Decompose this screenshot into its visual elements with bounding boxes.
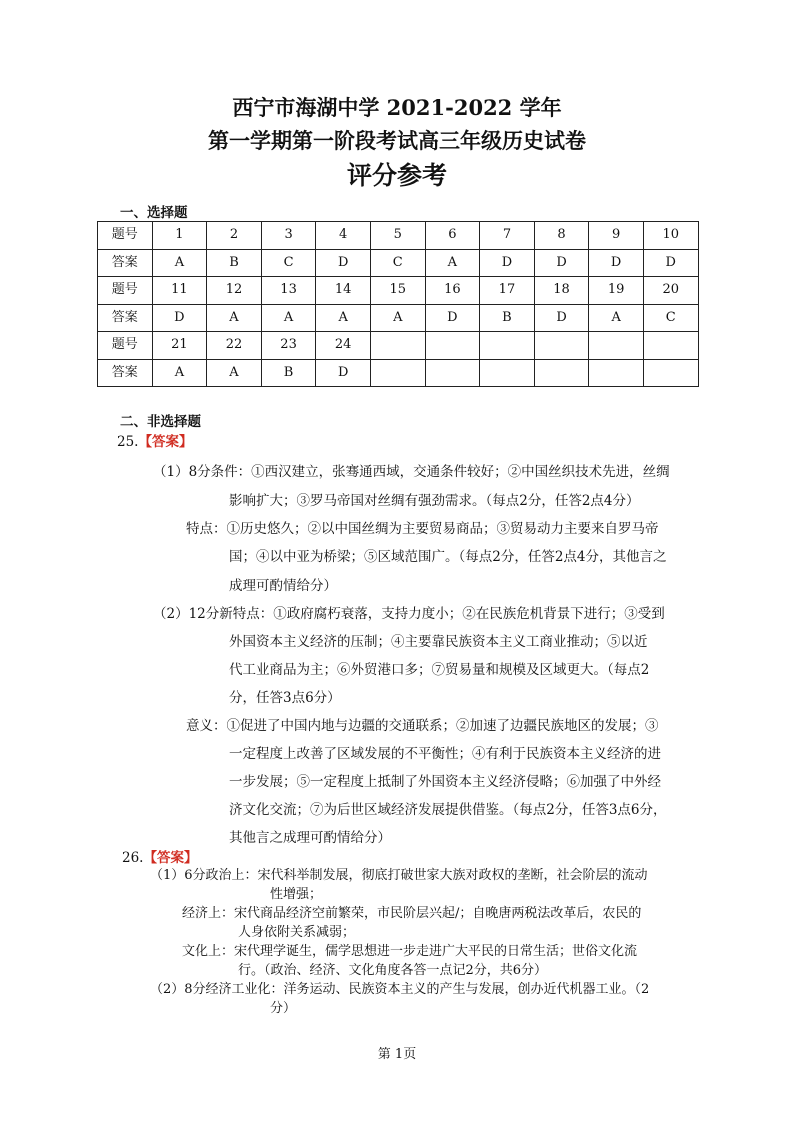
q25-line: 济文化交流；⑦为后世区域经济发展提供借鉴。（每点2分，任答3点6分， — [229, 802, 667, 818]
q25-line: 特点：①历史悠久；②以中国丝绸为主要贸易商品；③贸易动力主要来自罗马帝 — [186, 521, 659, 537]
q25-answer-tag: 【答案】 — [138, 434, 193, 450]
table-row — [98, 332, 699, 360]
table-cell: D — [643, 249, 698, 277]
table-cell: 2 — [207, 222, 262, 250]
table-cell: 5 — [370, 222, 425, 250]
table-row — [98, 304, 699, 332]
table-row — [98, 277, 699, 305]
table-row — [98, 249, 699, 277]
table-cell: B — [480, 304, 535, 332]
table-cell: D — [316, 249, 371, 277]
table-cell — [534, 359, 589, 387]
table-cell: 10 — [643, 222, 698, 250]
table-cell: B — [261, 359, 316, 387]
table-cell: 15 — [370, 277, 425, 305]
table-cell: D — [589, 249, 644, 277]
table-cell: 4 — [316, 222, 371, 250]
q25-line: 外国资本主义经济的压制；④主要靠民族资本主义工商业推动；⑤以近 — [229, 634, 648, 650]
q25-line: 意义：①促进了中国内地与边疆的交通联系；②加速了边疆民族地区的发展；③ — [186, 718, 659, 734]
table-cell: 11 — [152, 277, 207, 305]
table-cell — [589, 359, 644, 387]
q25-line: 其他言之成理可酌情给分） — [229, 830, 391, 846]
table-cell: A — [316, 304, 371, 332]
table-cell: D — [152, 304, 207, 332]
table-cell — [480, 332, 535, 360]
table-cell: B — [207, 249, 262, 277]
table-cell: 18 — [534, 277, 589, 305]
answer-table — [97, 221, 699, 387]
table-cell: D — [534, 304, 589, 332]
table-cell: 21 — [152, 332, 207, 360]
table-row-label: 题号 — [98, 222, 153, 250]
exam-title-line3: 评分参考 — [346, 161, 447, 190]
table-cell: A — [425, 249, 480, 277]
table-cell: 13 — [261, 277, 316, 305]
q25-line: 分，任答3点6分） — [229, 690, 341, 706]
table-cell — [370, 359, 425, 387]
table-cell — [534, 332, 589, 360]
table-cell: 14 — [316, 277, 371, 305]
q26-line: 性增强； — [270, 887, 323, 902]
q26-line: 分） — [270, 1001, 297, 1016]
table-cell: 23 — [261, 332, 316, 360]
table-cell: 9 — [589, 222, 644, 250]
table-row-label: 题号 — [98, 332, 153, 360]
q25-line: （2）12分新特点：①政府腐朽衰落，支持力度小；②在民族危机背景下进行；③受到 — [153, 606, 665, 622]
table-cell — [589, 332, 644, 360]
table-cell: 20 — [643, 277, 698, 305]
table-cell: D — [316, 359, 371, 387]
q25-heading — [117, 430, 192, 450]
table-cell: D — [425, 304, 480, 332]
table-row-label: 答案 — [98, 249, 153, 277]
table-row-label: 答案 — [98, 304, 153, 332]
table-cell — [643, 359, 698, 387]
q25-line: 代工业商品为主；⑥外贸港口多；⑦贸易量和规模及区域更大。（每点2 — [229, 662, 650, 678]
table-cell: 22 — [207, 332, 262, 360]
table-cell: A — [207, 359, 262, 387]
table-cell: A — [370, 304, 425, 332]
table-cell: 12 — [207, 277, 262, 305]
table-cell: A — [152, 249, 207, 277]
table-cell — [480, 359, 535, 387]
q25-line: （1）8分条件：①西汉建立，张骞通西域，交通条件较好；②中国丝织技术先进，丝绸 — [153, 464, 670, 480]
q26-heading — [122, 846, 197, 866]
table-cell: 17 — [480, 277, 535, 305]
table-cell: 7 — [480, 222, 535, 250]
q26-line: 经济上：宋代商品经济空前繁荣，市民阶层兴起/；自晚唐两税法改革后，农民的 — [182, 906, 642, 921]
q25-line: 一定程度上改善了区域发展的不平衡性；④有利于民族资本主义经济的进 — [229, 746, 661, 762]
table-cell: D — [480, 249, 535, 277]
q25-number: 25. — [117, 434, 139, 450]
table-cell: C — [370, 249, 425, 277]
table-row-label: 题号 — [98, 277, 153, 305]
table-cell: A — [152, 359, 207, 387]
table-cell — [643, 332, 698, 360]
q26-line: （2）8分经济工业化：洋务运动、民族资本主义的产生与发展，创办近代机器工业。（2 — [150, 982, 650, 997]
q26-line: （1）6分政治上：宋代科举制发展，彻底打破世家大族对政权的垄断，社会阶层的流动 — [150, 868, 648, 883]
table-cell: A — [261, 304, 316, 332]
table-cell: 16 — [425, 277, 480, 305]
table-cell: 19 — [589, 277, 644, 305]
table-cell — [425, 332, 480, 360]
table-cell: C — [643, 304, 698, 332]
table-cell: C — [261, 249, 316, 277]
table-cell — [370, 332, 425, 360]
table-cell: 1 — [152, 222, 207, 250]
table-cell: 24 — [316, 332, 371, 360]
q26-line: 人身依附关系减弱； — [238, 925, 356, 940]
table-cell: 6 — [425, 222, 480, 250]
q26-line: 文化上：宋代理学诞生，儒学思想进一步走进广大平民的日常生活；世俗文化流 — [182, 944, 638, 959]
table-cell: A — [589, 304, 644, 332]
section-choice-title: 一、选择题 — [120, 205, 188, 221]
q26-answer-tag: 【答案】 — [143, 850, 198, 866]
exam-title-line1: 西宁市海湖中学 2021-2022 学年 — [232, 95, 562, 120]
exam-title-line2: 第一学期第一阶段考试高三年级历史试卷 — [208, 128, 586, 153]
page-number: 第 1页 — [377, 1047, 417, 1062]
table-cell: D — [534, 249, 589, 277]
q25-line: 成理可酌情给分） — [229, 578, 337, 594]
table-cell: 8 — [534, 222, 589, 250]
table-cell: 3 — [261, 222, 316, 250]
table-cell — [425, 359, 480, 387]
table-cell: A — [207, 304, 262, 332]
q26-number: 26. — [122, 850, 144, 866]
table-row — [98, 222, 699, 250]
q25-line: 国；④以中亚为桥梁；⑤区域范围广。（每点2分，任答2点4分，其他言之 — [229, 549, 667, 565]
q26-line: 行。（政治、经济、文化角度各答一点记2分，共6分） — [238, 963, 548, 978]
table-row — [98, 359, 699, 387]
q25-line: 影响扩大；③罗马帝国对丝绸有强劲需求。（每点2分，任答2点4分） — [229, 493, 640, 509]
section-nonchoice-title: 二、非选择题 — [120, 414, 201, 430]
q25-line: 一步发展；⑤一定程度上抵制了外国资本主义经济侵略；⑥加强了中外经 — [229, 774, 661, 790]
table-row-label: 答案 — [98, 359, 153, 387]
